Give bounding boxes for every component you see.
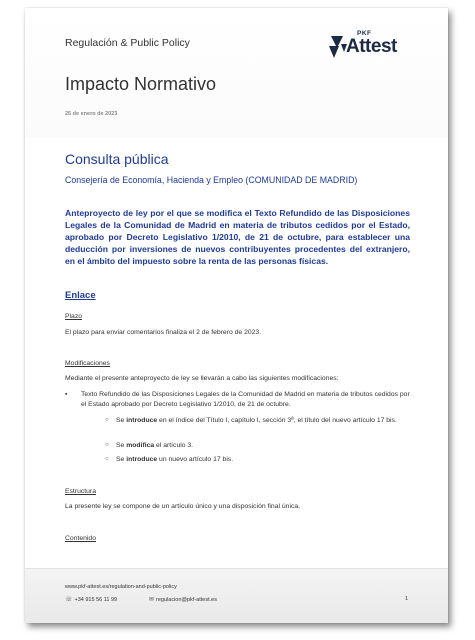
bullet-text: Texto Refundido de las Disposiciones Legales de la Comunidad de Madrid en materia de tributos cedidos por el Estado aprobado por Decreto Legislativo 1/2010, de 21 de octubre. xyxy=(81,391,410,408)
contenido-label: Contenido xyxy=(65,535,96,542)
subitem-post: el artículo 3. xyxy=(154,442,194,449)
subitem-verb: introduce xyxy=(126,456,158,463)
circle-bullet-icon: ○ xyxy=(105,456,109,462)
list-item xyxy=(65,390,410,409)
footer-url[interactable]: www.pkf-attest.es/regulation-and-public-policy xyxy=(65,584,177,590)
page-header xyxy=(25,8,448,138)
summary-text: Anteproyecto de ley por el que se modifica el Texto Refundido de las Disposiciones Legales de la Comunidad de Madrid en materia de tributos cedidos por el Estado, aprobado por Decreto Legislativo 1/2010, de 21 de octubre, para establecer una deducción por inversiones de nuevos contribuyentes procedentes del extranjero, en el ámbito del impuesto sobre la renta de las personas físicas. xyxy=(65,208,410,267)
modificaciones-label: Modificaciones xyxy=(65,360,110,367)
estructura-text: La presente ley se compone de un artículo único y una disposición final única. xyxy=(65,503,301,510)
list-item xyxy=(105,455,405,465)
subitem-pre: Se xyxy=(116,442,127,449)
subitem-verb: introduce xyxy=(126,417,158,424)
subitem-post: en el índice del Título I, capítulo I, sección 3ª, el título del nuevo artículo 17 bis. xyxy=(157,417,397,424)
plazo-text: El plazo para enviar comentarios finaliza el 2 de febrero de 2023. xyxy=(65,329,262,336)
document-title: Impacto Normativo xyxy=(65,74,217,94)
circle-bullet-icon: ○ xyxy=(105,417,109,423)
section-heading: Consulta pública xyxy=(65,151,169,167)
subitem-post: un nuevo artículo 17 bis. xyxy=(157,456,234,463)
footer-email-text[interactable]: regulacion@pkf-attest.es xyxy=(156,597,217,603)
subitem-pre: Se xyxy=(116,456,127,463)
department-label: Regulación & Public Policy xyxy=(65,37,190,49)
phone-icon: ☏ xyxy=(65,597,73,603)
estructura-label: Estructura xyxy=(65,488,96,495)
logo-attest-text: Attest xyxy=(346,36,397,57)
list-item xyxy=(105,441,405,451)
list-item xyxy=(105,416,405,426)
subitem-verb: modifica xyxy=(126,442,155,449)
document-page xyxy=(25,8,448,623)
footer-phone xyxy=(65,596,117,603)
document-date: 25 de enero de 2023 xyxy=(65,111,118,117)
subitem-pre: Se xyxy=(116,417,127,424)
pkf-attest-logo xyxy=(327,29,412,69)
plazo-label: Plazo xyxy=(65,313,83,320)
circle-bullet-icon: ○ xyxy=(105,442,109,448)
modificaciones-intro: Mediante el presente anteproyecto de ley se llevarán a cabo las siguientes modificaciones: xyxy=(65,375,339,382)
logo-pkf-text: PKF xyxy=(357,30,372,37)
footer-phone-text: +34 915 56 11 99 xyxy=(74,597,118,603)
page-footer xyxy=(25,568,448,623)
consejeria-subtitle: Consejería de Economía, Hacienda y Empleo (COMUNIDAD DE MADRID) xyxy=(65,175,358,185)
mail-icon: ✉ xyxy=(149,597,155,603)
bullet-icon: ▪ xyxy=(65,391,68,398)
footer-email xyxy=(149,596,217,603)
page-number: 1 xyxy=(405,596,409,602)
enlace-link[interactable]: Enlace xyxy=(65,290,96,301)
